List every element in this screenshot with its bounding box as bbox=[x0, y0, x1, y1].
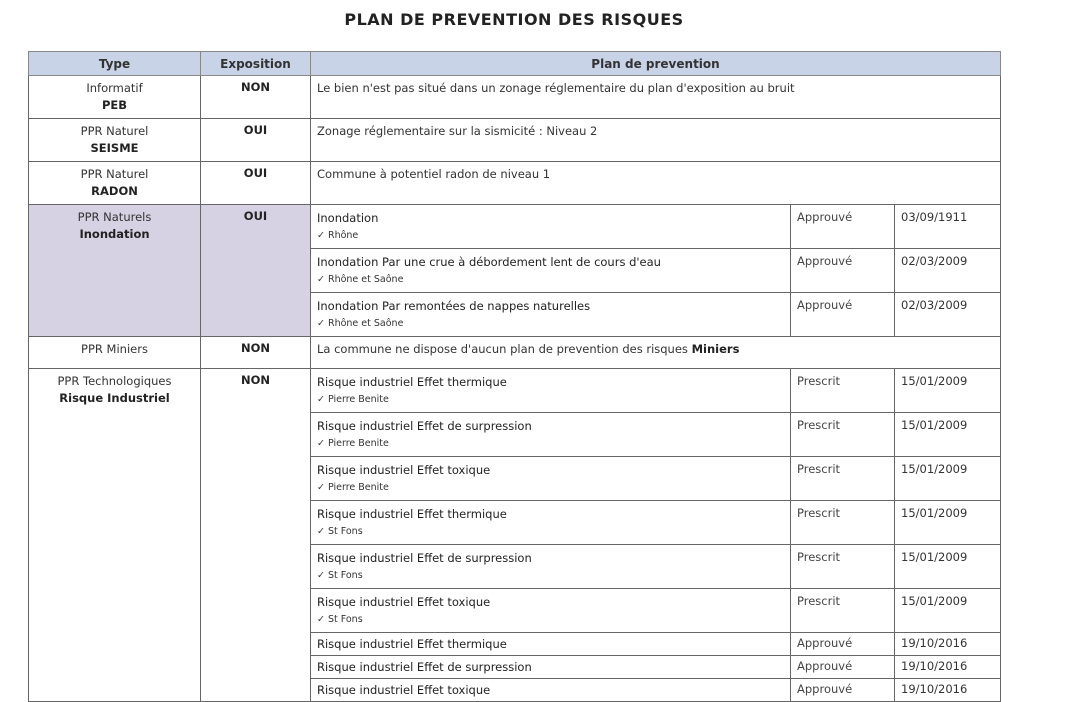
place-label: Pierre Benite bbox=[327, 438, 389, 449]
date-cell: 15/01/2009 bbox=[895, 501, 1001, 545]
type-sub: SEISME bbox=[90, 141, 139, 155]
risk-label: Risque industriel bbox=[317, 637, 414, 651]
risk-detail: Effet toxique bbox=[416, 463, 491, 477]
risk-label: Risque industriel bbox=[317, 419, 414, 433]
type-cell bbox=[29, 119, 201, 162]
exposition-value: OUI bbox=[201, 162, 311, 205]
status-cell: Prescrit bbox=[791, 545, 895, 589]
place-label: Rhône et Saône bbox=[327, 274, 404, 285]
header-plan: Plan de prevention bbox=[311, 52, 1001, 76]
type-sub: Inondation bbox=[79, 227, 150, 241]
place-label: St Fons bbox=[327, 614, 363, 625]
type-cell bbox=[29, 162, 201, 205]
type-name: PPR Naturel bbox=[80, 124, 149, 138]
exposition-value: NON bbox=[201, 369, 311, 702]
type-sub: PEB bbox=[101, 98, 128, 112]
sub-risk-cell bbox=[311, 656, 791, 679]
exposition-value: OUI bbox=[201, 119, 311, 162]
risk-detail: Par une crue à débordement lent de cours d'eau bbox=[382, 255, 661, 269]
risk-label: Inondation bbox=[317, 299, 379, 313]
status-cell: Approuvé bbox=[791, 679, 895, 702]
sub-risk-cell bbox=[311, 293, 791, 337]
table-row-seisme bbox=[29, 119, 1001, 162]
date-cell: 15/01/2009 bbox=[895, 457, 1001, 501]
check-icon: ✓ bbox=[317, 526, 325, 537]
risk-label: Inondation bbox=[317, 211, 379, 225]
date-cell: 19/10/2016 bbox=[895, 633, 1001, 656]
risk-label: Risque industriel bbox=[317, 463, 414, 477]
place-label: St Fons bbox=[327, 526, 363, 537]
risk-label: Risque industriel bbox=[317, 375, 414, 389]
plan-prefix: La commune ne dispose d'aucun plan de prevention des risques bbox=[317, 342, 688, 356]
check-icon: ✓ bbox=[317, 230, 325, 241]
status-cell: Approuvé bbox=[791, 249, 895, 293]
date-cell: 02/03/2009 bbox=[895, 293, 1001, 337]
status-cell: Approuvé bbox=[791, 205, 895, 249]
sub-risk-cell bbox=[311, 501, 791, 545]
exposition-value: NON bbox=[201, 76, 311, 119]
risk-detail: Effet thermique bbox=[416, 507, 507, 521]
risk-label: Risque industriel bbox=[317, 551, 414, 565]
risk-detail: Par remontées de nappes naturelles bbox=[382, 299, 591, 313]
risk-label: Inondation bbox=[317, 255, 379, 269]
place-label: Rhône bbox=[327, 230, 359, 241]
type-sub: Risque Industriel bbox=[59, 391, 170, 405]
sub-risk-cell bbox=[311, 633, 791, 656]
status-cell: Prescrit bbox=[791, 457, 895, 501]
risk-label: Risque industriel bbox=[317, 507, 414, 521]
exposition-value: NON bbox=[201, 337, 311, 369]
status-cell: Approuvé bbox=[791, 656, 895, 679]
risk-label: Risque industriel bbox=[317, 683, 414, 697]
type-name: Informatif bbox=[86, 81, 143, 95]
header-exposition: Exposition bbox=[201, 52, 311, 76]
sub-risk-cell bbox=[311, 369, 791, 413]
risk-label: Risque industriel bbox=[317, 595, 414, 609]
table-row-peb bbox=[29, 76, 1001, 119]
type-cell bbox=[29, 369, 201, 702]
check-icon: ✓ bbox=[317, 274, 325, 285]
risk-detail: Effet de surpression bbox=[416, 419, 532, 433]
table-row-industriel bbox=[29, 369, 1001, 413]
sub-risk-cell bbox=[311, 589, 791, 633]
date-cell: 15/01/2009 bbox=[895, 545, 1001, 589]
risk-detail: Effet toxique bbox=[416, 683, 491, 697]
date-cell: 15/01/2009 bbox=[895, 413, 1001, 457]
sub-risk-cell bbox=[311, 413, 791, 457]
date-cell: 03/09/1911 bbox=[895, 205, 1001, 249]
check-icon: ✓ bbox=[317, 438, 325, 449]
date-cell: 15/01/2009 bbox=[895, 589, 1001, 633]
check-icon: ✓ bbox=[317, 318, 325, 329]
plan-strong: Miniers bbox=[691, 342, 740, 356]
type-cell bbox=[29, 76, 201, 119]
risk-detail: Effet de surpression bbox=[416, 660, 532, 674]
plan-text bbox=[311, 337, 1001, 369]
status-cell: Approuvé bbox=[791, 633, 895, 656]
status-cell: Prescrit bbox=[791, 369, 895, 413]
status-cell: Prescrit bbox=[791, 501, 895, 545]
plan-text: Le bien n'est pas situé dans un zonage réglementaire du plan d'exposition au bruit bbox=[311, 76, 1001, 119]
type-name: PPR Naturel bbox=[80, 167, 149, 181]
header-type: Type bbox=[29, 52, 201, 76]
table-row-inondation bbox=[29, 205, 1001, 249]
risk-detail: Effet thermique bbox=[416, 637, 507, 651]
status-cell: Approuvé bbox=[791, 293, 895, 337]
type-name: PPR Naturels bbox=[77, 210, 152, 224]
sub-risk-cell bbox=[311, 205, 791, 249]
type-name: PPR Miniers bbox=[81, 342, 148, 356]
sub-risk-cell bbox=[311, 249, 791, 293]
page-title: PLAN DE PREVENTION DES RISQUES bbox=[344, 10, 684, 29]
date-cell: 02/03/2009 bbox=[895, 249, 1001, 293]
place-label: St Fons bbox=[327, 570, 363, 581]
type-sub: RADON bbox=[91, 184, 138, 198]
check-icon: ✓ bbox=[317, 482, 325, 493]
table-row-miniers bbox=[29, 337, 1001, 369]
date-cell: 19/10/2016 bbox=[895, 656, 1001, 679]
plan-text: Zonage réglementaire sur la sismicité : Niveau 2 bbox=[311, 119, 1001, 162]
table-header-row bbox=[29, 52, 1001, 76]
sub-risk-cell bbox=[311, 545, 791, 589]
date-cell: 15/01/2009 bbox=[895, 369, 1001, 413]
check-icon: ✓ bbox=[317, 614, 325, 625]
status-cell: Prescrit bbox=[791, 413, 895, 457]
place-label: Pierre Benite bbox=[327, 394, 389, 405]
date-cell: 19/10/2016 bbox=[895, 679, 1001, 702]
type-name: PPR Technologiques bbox=[57, 374, 172, 388]
place-label: Rhône et Saône bbox=[327, 318, 404, 329]
type-cell bbox=[29, 337, 201, 369]
status-cell: Prescrit bbox=[791, 589, 895, 633]
sub-risk-cell bbox=[311, 679, 791, 702]
risk-detail: Effet de surpression bbox=[416, 551, 532, 565]
plan-text: Commune à potentiel radon de niveau 1 bbox=[311, 162, 1001, 205]
risk-table bbox=[28, 51, 1001, 702]
table-row-radon bbox=[29, 162, 1001, 205]
place-label: Pierre Benite bbox=[327, 482, 389, 493]
check-icon: ✓ bbox=[317, 394, 325, 405]
type-cell bbox=[29, 205, 201, 337]
sub-risk-cell bbox=[311, 457, 791, 501]
risk-label: Risque industriel bbox=[317, 660, 414, 674]
risk-detail: Effet thermique bbox=[416, 375, 507, 389]
check-icon: ✓ bbox=[317, 570, 325, 581]
risk-detail: Effet toxique bbox=[416, 595, 491, 609]
exposition-value: OUI bbox=[201, 205, 311, 337]
